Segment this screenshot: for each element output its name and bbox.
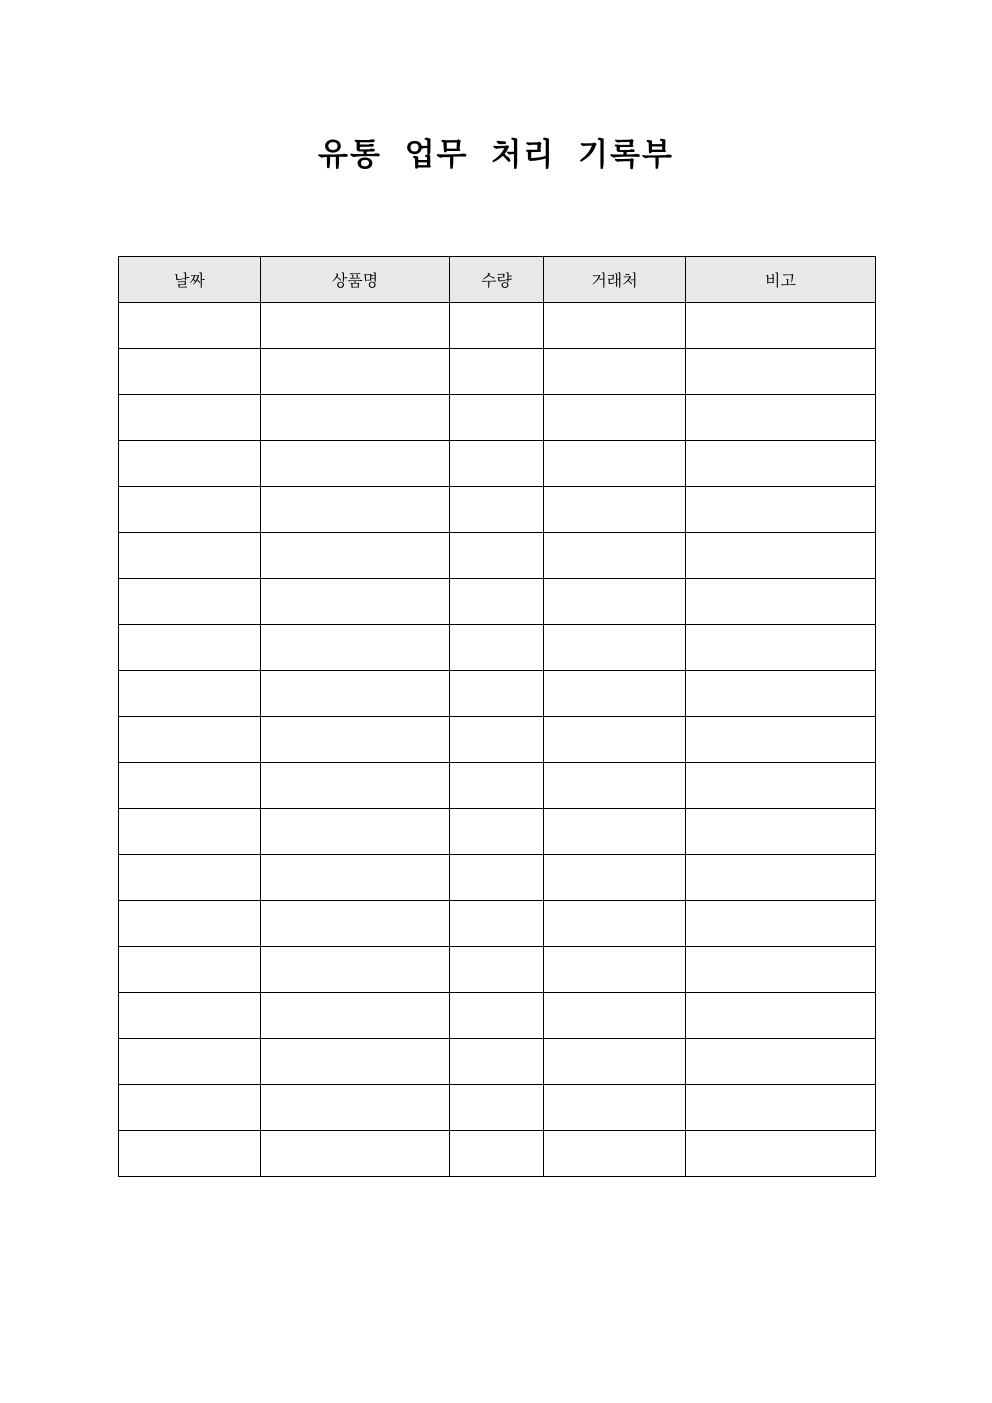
remarks-cell[interactable] [686, 1131, 876, 1177]
client-cell[interactable] [544, 809, 686, 855]
date-cell[interactable] [119, 1131, 261, 1177]
table-row [119, 901, 876, 947]
table-row [119, 671, 876, 717]
table-row [119, 303, 876, 349]
client-cell[interactable] [544, 1131, 686, 1177]
date-cell[interactable] [119, 1085, 261, 1131]
table-body [119, 303, 876, 1177]
remarks-cell[interactable] [686, 441, 876, 487]
client-cell[interactable] [544, 579, 686, 625]
quantity-cell[interactable] [450, 993, 544, 1039]
product-name-cell[interactable] [261, 717, 450, 763]
product-name-cell[interactable] [261, 1131, 450, 1177]
client-cell[interactable] [544, 1039, 686, 1085]
column-header-client: 거래처 [544, 257, 686, 303]
quantity-cell[interactable] [450, 809, 544, 855]
date-cell[interactable] [119, 349, 261, 395]
table-row [119, 625, 876, 671]
remarks-cell[interactable] [686, 579, 876, 625]
client-cell[interactable] [544, 901, 686, 947]
product-name-cell[interactable] [261, 809, 450, 855]
product-name-cell[interactable] [261, 1039, 450, 1085]
table-row [119, 487, 876, 533]
table-row [119, 947, 876, 993]
remarks-cell[interactable] [686, 1085, 876, 1131]
product-name-cell[interactable] [261, 533, 450, 579]
remarks-cell[interactable] [686, 855, 876, 901]
product-name-cell[interactable] [261, 671, 450, 717]
table-row [119, 763, 876, 809]
table-row [119, 349, 876, 395]
column-header-product-name: 상품명 [261, 257, 450, 303]
table-row [119, 809, 876, 855]
table-row [119, 993, 876, 1039]
table-row [119, 1131, 876, 1177]
product-name-cell[interactable] [261, 993, 450, 1039]
product-name-cell[interactable] [261, 395, 450, 441]
table-row [119, 533, 876, 579]
product-name-cell[interactable] [261, 487, 450, 533]
remarks-cell[interactable] [686, 625, 876, 671]
table-row [119, 395, 876, 441]
quantity-cell[interactable] [450, 533, 544, 579]
table-row [119, 579, 876, 625]
table-row [119, 717, 876, 763]
quantity-cell[interactable] [450, 1085, 544, 1131]
date-cell[interactable] [119, 487, 261, 533]
client-cell[interactable] [544, 855, 686, 901]
quantity-cell[interactable] [450, 901, 544, 947]
remarks-cell[interactable] [686, 671, 876, 717]
quantity-cell[interactable] [450, 763, 544, 809]
date-cell[interactable] [119, 717, 261, 763]
client-cell[interactable] [544, 625, 686, 671]
product-name-cell[interactable] [261, 947, 450, 993]
quantity-cell[interactable] [450, 1039, 544, 1085]
page-title: 유통 업무 처리 기록부 [318, 137, 674, 173]
product-name-cell[interactable] [261, 1085, 450, 1131]
date-cell[interactable] [119, 671, 261, 717]
table-row [119, 441, 876, 487]
date-cell[interactable] [119, 855, 261, 901]
quantity-cell[interactable] [450, 349, 544, 395]
remarks-cell[interactable] [686, 487, 876, 533]
record-table [118, 256, 876, 1177]
quantity-cell[interactable] [450, 487, 544, 533]
product-name-cell[interactable] [261, 303, 450, 349]
quantity-cell[interactable] [450, 671, 544, 717]
remarks-cell[interactable] [686, 809, 876, 855]
client-cell[interactable] [544, 993, 686, 1039]
client-cell[interactable] [544, 303, 686, 349]
quantity-cell[interactable] [450, 441, 544, 487]
date-cell[interactable] [119, 579, 261, 625]
remarks-cell[interactable] [686, 395, 876, 441]
product-name-cell[interactable] [261, 579, 450, 625]
remarks-cell[interactable] [686, 763, 876, 809]
quantity-cell[interactable] [450, 625, 544, 671]
product-name-cell[interactable] [261, 349, 450, 395]
client-cell[interactable] [544, 533, 686, 579]
client-cell[interactable] [544, 671, 686, 717]
client-cell[interactable] [544, 763, 686, 809]
quantity-cell[interactable] [450, 579, 544, 625]
quantity-cell[interactable] [450, 1131, 544, 1177]
column-header-quantity: 수량 [450, 257, 544, 303]
date-cell[interactable] [119, 1039, 261, 1085]
quantity-cell[interactable] [450, 947, 544, 993]
client-cell[interactable] [544, 395, 686, 441]
client-cell[interactable] [544, 717, 686, 763]
product-name-cell[interactable] [261, 763, 450, 809]
date-cell[interactable] [119, 303, 261, 349]
date-cell[interactable] [119, 901, 261, 947]
client-cell[interactable] [544, 1085, 686, 1131]
date-cell[interactable] [119, 993, 261, 1039]
date-cell[interactable] [119, 625, 261, 671]
table-row [119, 1085, 876, 1131]
table-row [119, 1039, 876, 1085]
quantity-cell[interactable] [450, 395, 544, 441]
quantity-cell[interactable] [450, 717, 544, 763]
quantity-cell[interactable] [450, 855, 544, 901]
date-cell[interactable] [119, 947, 261, 993]
date-cell[interactable] [119, 533, 261, 579]
date-cell[interactable] [119, 763, 261, 809]
column-header-date: 날짜 [119, 257, 261, 303]
product-name-cell[interactable] [261, 901, 450, 947]
remarks-cell[interactable] [686, 533, 876, 579]
remarks-cell[interactable] [686, 947, 876, 993]
product-name-cell[interactable] [261, 441, 450, 487]
quantity-cell[interactable] [450, 303, 544, 349]
remarks-cell[interactable] [686, 993, 876, 1039]
column-header-remarks: 비고 [686, 257, 876, 303]
remarks-cell[interactable] [686, 349, 876, 395]
table-header-row [119, 257, 876, 303]
remarks-cell[interactable] [686, 1039, 876, 1085]
client-cell[interactable] [544, 349, 686, 395]
table-row [119, 855, 876, 901]
date-cell[interactable] [119, 395, 261, 441]
remarks-cell[interactable] [686, 717, 876, 763]
remarks-cell[interactable] [686, 303, 876, 349]
date-cell[interactable] [119, 441, 261, 487]
product-name-cell[interactable] [261, 855, 450, 901]
product-name-cell[interactable] [261, 625, 450, 671]
remarks-cell[interactable] [686, 901, 876, 947]
date-cell[interactable] [119, 809, 261, 855]
client-cell[interactable] [544, 947, 686, 993]
client-cell[interactable] [544, 487, 686, 533]
client-cell[interactable] [544, 441, 686, 487]
